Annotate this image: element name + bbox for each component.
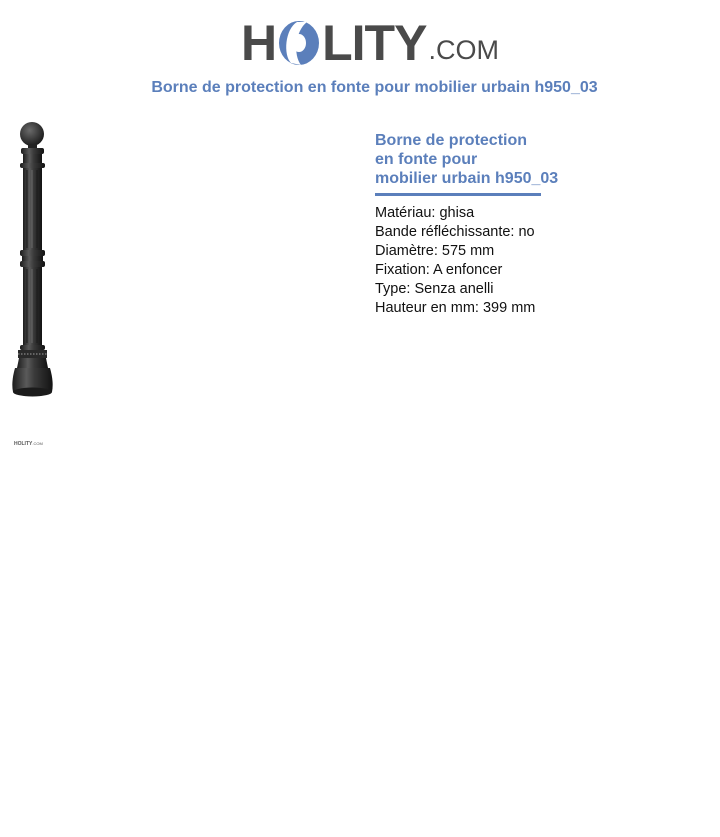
logo-o-icon (277, 19, 321, 67)
logo-letters: LITY (322, 15, 427, 71)
product-title-line: en fonte pour (375, 151, 478, 168)
holity-logo[interactable] (241, 12, 499, 71)
mini-logo-text: HOLITY (14, 441, 33, 447)
bollard-image (10, 120, 58, 402)
page-title: Borne de protection en fonte pour mobilier urbain h950_03 (151, 79, 598, 96)
spec-reflective-band: Bande réfléchissante: no (375, 224, 535, 240)
spec-diameter: Diamètre: 575 mm (375, 243, 495, 259)
title-divider (375, 193, 541, 196)
spec-material: Matériau: ghisa (375, 205, 475, 221)
spec-fixation: Fixation: A enfoncer (375, 262, 503, 278)
logo-domain: .COM (428, 35, 499, 65)
product-info (375, 131, 675, 318)
product-title-line: Borne de protection (375, 132, 528, 149)
logo-letter-h: H (241, 15, 277, 71)
spec-height: Hauteur en mm: 399 mm (375, 300, 536, 316)
product-title (375, 131, 675, 188)
mini-logo-domain: .COM (32, 441, 43, 446)
logo-wordmark (241, 15, 427, 71)
spec-type: Type: Senza anelli (375, 281, 494, 297)
mini-logo (14, 441, 43, 447)
product-title-line: mobilier urbain h950_03 (375, 170, 559, 187)
